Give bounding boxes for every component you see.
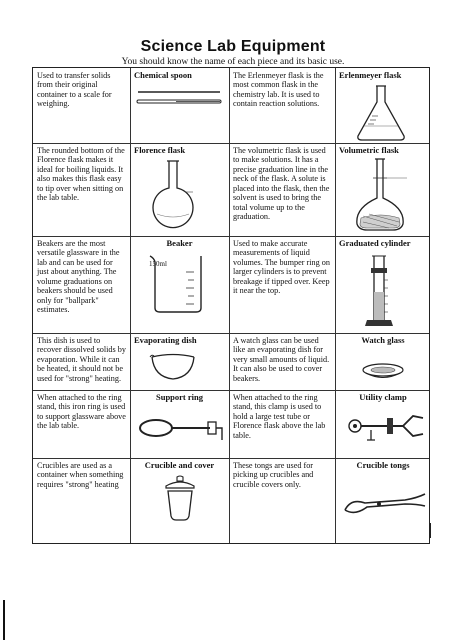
- description-crucible: Crucibles are used as a container when something requires "strong" heating: [37, 461, 124, 489]
- name-florence-flask: Florence flask: [134, 145, 186, 155]
- florence-flask-icon: [145, 158, 205, 232]
- name-crucible: Crucible and cover: [144, 460, 215, 470]
- beaker-volume-label: 150ml: [149, 260, 167, 268]
- description-utility-clamp: When attached to the ring stand, this clamp is used to hold a large test tube or Florence flask above the lab table.: [233, 393, 326, 440]
- margin-mark: [430, 523, 431, 538]
- name-erlenmeyer-flask: Erlenmeyer flask: [339, 70, 402, 80]
- name-graduated-cylinder: Graduated cylinder: [339, 238, 411, 248]
- equipment-table: [32, 67, 430, 544]
- name-support-ring: Support ring: [156, 392, 203, 402]
- description-chemical-spoon: Used to transfer solids from their original container to a scale for weighing.: [37, 71, 112, 109]
- description-evaporating-dish: This dish is used to recover dissolved solids by evaporation. While it can be heated, it should not be used for "strong" heating.: [37, 336, 126, 383]
- support-ring-icon: [136, 414, 224, 450]
- erlenmeyer-flask-icon: [350, 82, 412, 142]
- description-support-ring: When attached to the ring stand, this iron ring is used to support glassware above the lab table.: [37, 393, 126, 431]
- description-watch-glass: A watch glass can be used like an evaporating dish for very small amounts of liquid. It can also be used to cover beakers.: [233, 336, 330, 383]
- name-volumetric-flask: Volumetric flask: [339, 145, 399, 155]
- chemical-spoon-icon: [136, 88, 224, 108]
- name-utility-clamp: Utility clamp: [359, 392, 407, 402]
- page-subtitle: You should know the name of each piece and its basic use.: [121, 57, 345, 67]
- description-crucible-tongs: These tongs are used for picking up crucibles and crucible covers only.: [233, 461, 314, 489]
- volumetric-flask-icon: [345, 156, 417, 234]
- name-chemical-spoon: Chemical spoon: [134, 70, 192, 80]
- description-erlenmeyer-flask: The Erlenmeyer flask is the most common flask in the chemistry lab. It is used to contain reaction solutions.: [233, 71, 324, 109]
- description-graduated-cylinder: Used to make accurate measurements of liquid volumes. The bumper ring on larger cylinders is to prevent breakage if tipped over. Keep it near the top.: [233, 239, 330, 296]
- utility-clamp-icon: [343, 408, 427, 446]
- name-evaporating-dish: Evaporating dish: [134, 335, 197, 345]
- scan-edge-mark: [3, 600, 5, 640]
- crucible-tongs-icon: [341, 486, 429, 520]
- evaporating-dish-icon: [148, 351, 198, 385]
- description-volumetric-flask: The volumetric flask is used to make solutions. It has a precise graduation line in the neck of the flask. A solute is placed into the flask, then the solvent is used to bring the total volume up to the graduation.: [233, 146, 330, 221]
- name-beaker: Beaker: [166, 238, 193, 248]
- page-title: Science Lab Equipment: [140, 38, 326, 55]
- description-beaker: Beakers are the most versatile glassware in the lab and can be used for just about anything. The volume graduations on beakers should be used only for "ballpark" estimates.: [37, 239, 120, 314]
- graduated-cylinder-icon: [363, 252, 403, 332]
- description-florence-flask: The rounded bottom of the Florence flask makes it ideal for boiling liquids. It also makes this flask easy to tip over when sitting on the lab table.: [37, 146, 125, 203]
- name-watch-glass: Watch glass: [361, 335, 405, 345]
- crucible-icon: [160, 474, 200, 524]
- name-crucible-tongs: Crucible tongs: [356, 460, 410, 470]
- watch-glass-icon: [358, 358, 408, 384]
